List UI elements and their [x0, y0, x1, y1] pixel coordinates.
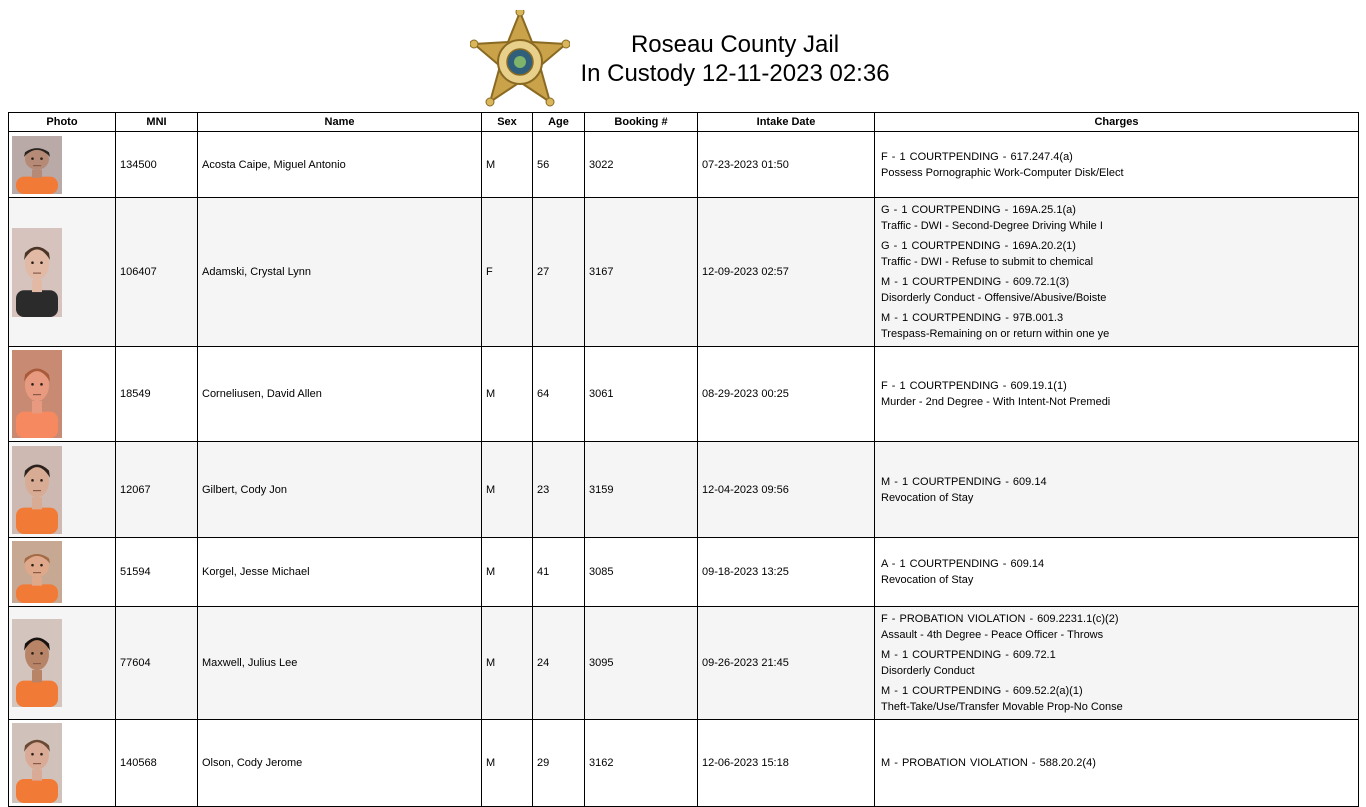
- charge-entry: [879, 308, 1354, 344]
- sex-cell: M: [482, 132, 533, 198]
- column-header-charges: Charges: [875, 113, 1359, 132]
- charge-entry: [879, 472, 1354, 508]
- column-header-photo: Photo: [9, 113, 116, 132]
- table-row: [9, 347, 1359, 442]
- intake-date-cell: 09-26-2023 21:45: [698, 607, 875, 720]
- inmate-photo[interactable]: [12, 723, 62, 803]
- age-cell: 64: [533, 347, 585, 442]
- inmate-photo[interactable]: [12, 136, 62, 194]
- charge-code: M - 1 COURTPENDING - 609.72.1(3): [881, 276, 1070, 288]
- charge-entry: [879, 147, 1354, 183]
- photo-cell: [9, 720, 116, 807]
- name-cell: Acosta Caipe, Miguel Antonio: [198, 132, 482, 198]
- charge-description: Theft-Take/Use/Transfer Movable Prop-No Conse: [881, 701, 1123, 713]
- mni-cell: 12067: [116, 442, 198, 538]
- column-header-name: Name: [198, 113, 482, 132]
- charges-cell: [875, 347, 1359, 442]
- mni-cell: 77604: [116, 607, 198, 720]
- name-cell: Corneliusen, David Allen: [198, 347, 482, 442]
- inmate-photo[interactable]: [12, 228, 62, 317]
- sheriff-star-badge-icon: [470, 10, 570, 110]
- charge-description: Murder - 2nd Degree - With Intent-Not Premedi: [881, 396, 1111, 408]
- intake-date-cell: 08-29-2023 00:25: [698, 347, 875, 442]
- sex-cell: F: [482, 198, 533, 347]
- charge-code: M - PROBATION VIOLATION - 588.20.2(4): [881, 757, 1096, 769]
- name-cell: Korgel, Jesse Michael: [198, 538, 482, 607]
- page-header: [0, 0, 1366, 112]
- charge-description: Revocation of Stay: [881, 491, 974, 504]
- charge-code: G - 1 COURTPENDING - 169A.20.2(1): [881, 240, 1076, 252]
- booking-cell: 3167: [585, 198, 698, 347]
- age-cell: 24: [533, 607, 585, 720]
- intake-date-cell: 12-09-2023 02:57: [698, 198, 875, 347]
- column-header-mni: MNI: [116, 113, 198, 132]
- intake-date-cell: 09-18-2023 13:25: [698, 538, 875, 607]
- charge-code: G - 1 COURTPENDING - 169A.25.1(a): [881, 204, 1076, 216]
- inmate-photo[interactable]: [12, 446, 62, 534]
- age-cell: 27: [533, 198, 585, 347]
- column-header-sex: Sex: [482, 113, 533, 132]
- inmate-photo[interactable]: [12, 350, 62, 438]
- booking-cell: 3085: [585, 538, 698, 607]
- charges-cell: [875, 720, 1359, 807]
- column-header-intake-date: Intake Date: [698, 113, 875, 132]
- charge-entry: [879, 554, 1354, 590]
- photo-cell: [9, 607, 116, 720]
- booking-cell: 3162: [585, 720, 698, 807]
- charge-code: A - 1 COURTPENDING - 609.14: [881, 558, 1045, 570]
- inmate-photo[interactable]: [12, 619, 62, 707]
- photo-cell: [9, 347, 116, 442]
- charge-description: Possess Pornographic Work-Computer Disk/Elect: [881, 166, 1124, 179]
- mni-cell: 106407: [116, 198, 198, 347]
- charge-entry: [879, 376, 1354, 412]
- booking-cell: 3159: [585, 442, 698, 538]
- photo-cell: [9, 538, 116, 607]
- age-cell: 56: [533, 132, 585, 198]
- charge-description: Disorderly Conduct: [881, 665, 975, 677]
- page-title-block: [560, 30, 910, 88]
- charge-description: Traffic - DWI - Refuse to submit to chemical: [881, 256, 1094, 268]
- charge-description: Disorderly Conduct - Offensive/Abusive/Boiste: [881, 292, 1107, 304]
- column-header-age: Age: [533, 113, 585, 132]
- name-cell: Gilbert, Cody Jon: [198, 442, 482, 538]
- charges-cell: [875, 442, 1359, 538]
- age-cell: 41: [533, 538, 585, 607]
- charge-entry: [879, 681, 1354, 717]
- charge-entry: [879, 645, 1354, 681]
- charge-entry: [879, 609, 1354, 645]
- mni-cell: 134500: [116, 132, 198, 198]
- charge-code: M - 1 COURTPENDING - 609.14: [881, 475, 1047, 488]
- column-header-booking: Booking #: [585, 113, 698, 132]
- table-row: [9, 720, 1359, 807]
- page-subtitle: In Custody 12-11-2023 02:36: [580, 60, 890, 87]
- charge-entry: [879, 200, 1354, 236]
- charge-code: F - 1 COURTPENDING - 617.247.4(a): [881, 150, 1073, 163]
- sex-cell: M: [482, 720, 533, 807]
- charge-description: Traffic - DWI - Second-Degree Driving While I: [881, 220, 1103, 232]
- table-row: [9, 132, 1359, 198]
- charge-code: M - 1 COURTPENDING - 97B.001.3: [881, 312, 1064, 324]
- photo-cell: [9, 198, 116, 347]
- photo-cell: [9, 132, 116, 198]
- name-cell: Adamski, Crystal Lynn: [198, 198, 482, 347]
- page-title: Roseau County Jail: [630, 31, 840, 58]
- charges-cell: [875, 607, 1359, 720]
- sex-cell: M: [482, 347, 533, 442]
- table-header-row: [9, 113, 1359, 132]
- table-body: [9, 132, 1359, 807]
- charge-code: F - PROBATION VIOLATION - 609.2231.1(c)(2): [881, 613, 1119, 625]
- sex-cell: M: [482, 442, 533, 538]
- booking-cell: 3061: [585, 347, 698, 442]
- sex-cell: M: [482, 607, 533, 720]
- table-row: [9, 198, 1359, 347]
- charge-description: Assault - 4th Degree - Peace Officer - Throws: [881, 629, 1104, 641]
- charge-code: F - 1 COURTPENDING - 609.19.1(1): [881, 380, 1067, 392]
- photo-cell: [9, 442, 116, 538]
- charges-cell: [875, 132, 1359, 198]
- charges-cell: [875, 198, 1359, 347]
- inmate-roster-table: [8, 112, 1359, 807]
- mni-cell: 51594: [116, 538, 198, 607]
- intake-date-cell: 12-04-2023 09:56: [698, 442, 875, 538]
- charge-entry: [879, 753, 1354, 773]
- age-cell: 23: [533, 442, 585, 538]
- table-row: [9, 442, 1359, 538]
- table-row: [9, 538, 1359, 607]
- booking-cell: 3022: [585, 132, 698, 198]
- charge-description: Revocation of Stay: [881, 574, 974, 586]
- charge-entry: [879, 236, 1354, 272]
- charge-code: M - 1 COURTPENDING - 609.52.2(a)(1): [881, 685, 1083, 697]
- booking-cell: 3095: [585, 607, 698, 720]
- mni-cell: 18549: [116, 347, 198, 442]
- sex-cell: M: [482, 538, 533, 607]
- table-row: [9, 607, 1359, 720]
- intake-date-cell: 07-23-2023 01:50: [698, 132, 875, 198]
- charge-description: Trespass-Remaining on or return within one ye: [881, 328, 1110, 340]
- name-cell: Maxwell, Julius Lee: [198, 607, 482, 720]
- charges-cell: [875, 538, 1359, 607]
- mni-cell: 140568: [116, 720, 198, 807]
- name-cell: Olson, Cody Jerome: [198, 720, 482, 807]
- charge-code: M - 1 COURTPENDING - 609.72.1: [881, 649, 1056, 661]
- intake-date-cell: 12-06-2023 15:18: [698, 720, 875, 807]
- age-cell: 29: [533, 720, 585, 807]
- charge-entry: [879, 272, 1354, 308]
- inmate-photo[interactable]: [12, 541, 62, 603]
